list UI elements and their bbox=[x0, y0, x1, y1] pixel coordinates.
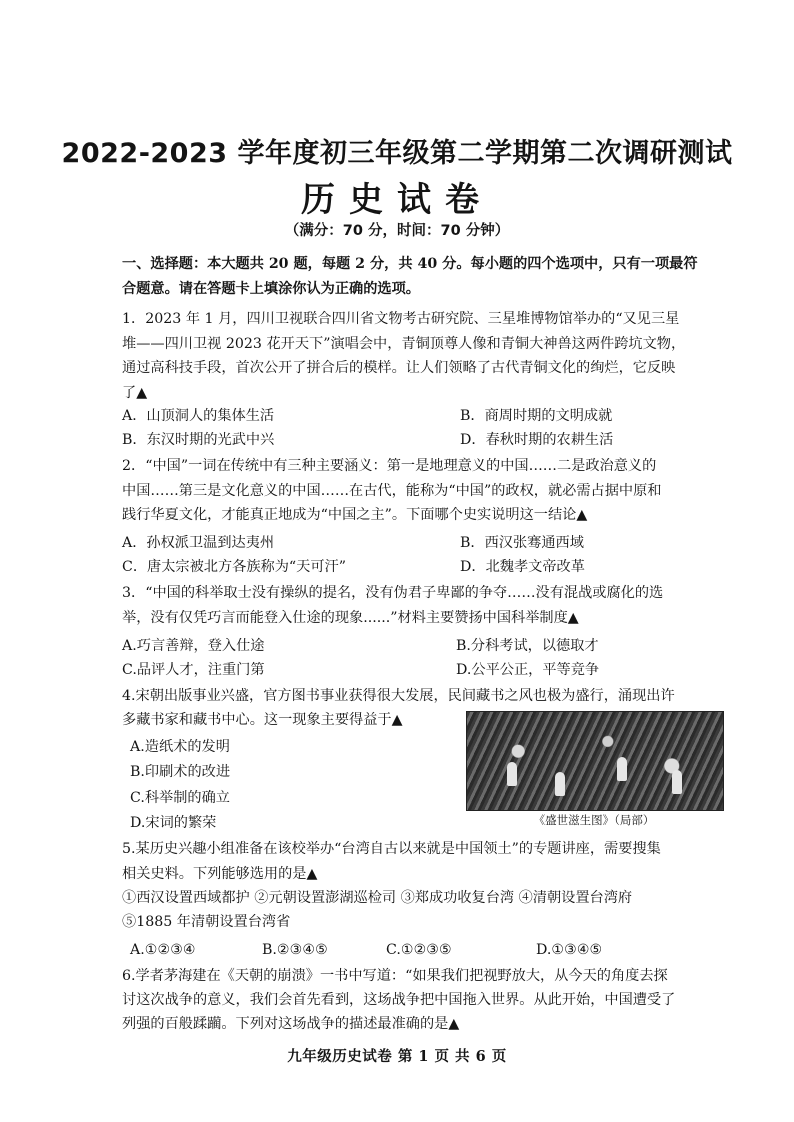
exam-meta: （满分：70 分，时间：70 分钟） bbox=[284, 223, 510, 239]
subject-title: 历史试卷 bbox=[301, 180, 493, 220]
option: A.造纸术的发明 bbox=[130, 739, 230, 755]
exam-title: 2022-2023 学年度初三年级第二学期第二次调研测试 bbox=[61, 138, 733, 169]
question-text: 讨这次战争的意义，我们会首先看到，这场战争把中国拖入世界。从此开始，中国遭受了 bbox=[122, 992, 676, 1008]
question-text: 中国……第三是文化意义的中国……在古代，能称为“中国”的政权，就必需占据中原和 bbox=[122, 483, 662, 499]
question-text: 3．“中国的科举取士没有操纵的提名，没有伪君子卑鄙的争夺……没有混战或腐化的选 bbox=[122, 585, 664, 601]
painting-figure bbox=[617, 757, 627, 781]
option: C.①②③⑤ bbox=[386, 942, 452, 958]
question-text: 相关史料。下列能够选用的是▲ bbox=[122, 866, 318, 882]
question-text: 多藏书家和藏书中心。这一现象主要得益于▲ bbox=[122, 712, 403, 728]
question-text: 2．“中国”一词在传统中有三种主要涵义：第一是地理意义的中国……二是政治意义的 bbox=[122, 458, 657, 474]
option: D.宋词的繁荣 bbox=[130, 815, 217, 831]
question-text: 列强的百般蹂躏。下列对这场战争的描述最准确的是▲ bbox=[122, 1016, 460, 1032]
question-text: 6.学者茅海建在《天朝的崩溃》一书中写道：“如果我们把视野放大，从今天的角度去探 bbox=[122, 968, 668, 984]
option: B.②③④⑤ bbox=[262, 942, 328, 958]
option: D.公平公正，平等竞争 bbox=[456, 662, 600, 678]
question-text: ⑤1885 年清朝设置台湾省 bbox=[122, 914, 291, 930]
question-text: 通过高科技手段，首次公开了拼合后的模样。让人们领略了古代青铜文化的绚烂，它反映 bbox=[122, 360, 676, 376]
image-caption: 《盛世滋生图》（局部） bbox=[533, 813, 655, 827]
painting-image bbox=[466, 711, 724, 811]
option: B.印刷术的改进 bbox=[130, 764, 231, 780]
option: A.①②③④ bbox=[130, 942, 196, 958]
option: C.科举制的确立 bbox=[130, 790, 230, 806]
question-text: 举，没有仅凭巧言而能登入仕途的现象......”材料主要赞扬中国科举制度▲ bbox=[122, 610, 579, 626]
option: B．商周时期的文明成就 bbox=[460, 408, 613, 424]
option: D．春秋时期的农耕生活 bbox=[460, 432, 614, 448]
option: B．东汉时期的光武中兴 bbox=[122, 432, 275, 448]
option: A．孙权派卫温到达夷州 bbox=[122, 535, 275, 551]
question-text: 5.某历史兴趣小组准备在该校举办“台湾自古以来就是中国领土”的专题讲座，需要搜集 bbox=[122, 841, 661, 857]
section-instruction: 合题意。请在答题卡上填涂你认为正确的选项。 bbox=[122, 281, 420, 297]
option: B．西汉张骞通西域 bbox=[460, 535, 584, 551]
option: A.巧言善辩，登入仕途 bbox=[122, 638, 265, 654]
painting-figure bbox=[507, 762, 517, 786]
painting-figure bbox=[672, 770, 682, 794]
option: C．唐太宗被北方各族称为“天可汗” bbox=[122, 559, 346, 575]
option: A．山顶洞人的集体生活 bbox=[122, 408, 275, 424]
question-text: 了▲ bbox=[122, 385, 148, 401]
option: B.分科考试，以德取才 bbox=[456, 638, 599, 654]
option: D．北魏孝文帝改革 bbox=[460, 559, 585, 575]
question-text: 1．2023 年 1 月，四川卫视联合四川省文物考古研究院、三星堆博物馆举办的“又见三星 bbox=[122, 311, 680, 327]
option: C.品评人才，注重门第 bbox=[122, 662, 265, 678]
section-instruction: 一、选择题：本大题共 20 题，每题 2 分，共 40 分。每小题的四个选项中，只有一项最符 bbox=[122, 256, 698, 272]
page-footer: 九年级历史试卷 第 1 页 共 6 页 bbox=[287, 1048, 507, 1065]
question-text: 堆——四川卫视 2023 花开天下”演唱会中，青铜顶尊人像和青铜大神兽这两件跨坑文物， bbox=[122, 336, 686, 352]
option: D.①③④⑤ bbox=[536, 942, 603, 958]
question-text: ①西汉设置西域都护 ②元朝设置澎湖巡检司 ③郑成功收复台湾 ④清朝设置台湾府 bbox=[122, 890, 633, 906]
painting-figure bbox=[555, 772, 565, 796]
question-text: 4.宋朝出版事业兴盛，官方图书事业获得很大发展，民间藏书之风也极为盛行，涌现出许 bbox=[122, 688, 675, 704]
question-text: 践行华夏文化，才能真正地成为“中国之主”。下面哪个史实说明这一结论▲ bbox=[122, 507, 588, 523]
